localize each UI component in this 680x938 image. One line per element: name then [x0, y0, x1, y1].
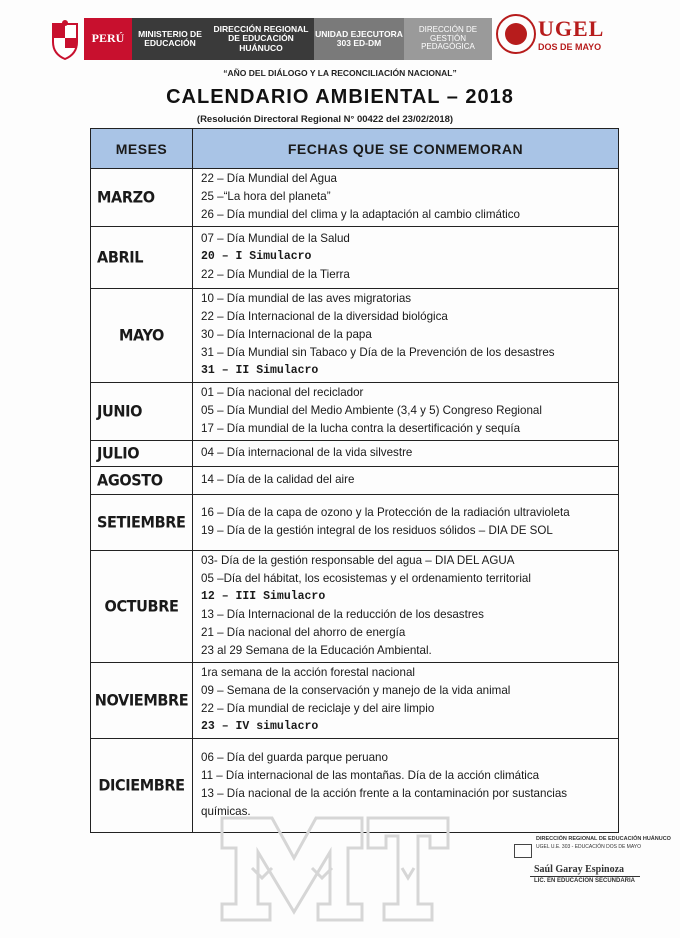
commemoration-item: 25 –“La hora del planeta” — [201, 190, 331, 203]
commemoration-item: 22 – Día Mundial del Agua — [201, 172, 337, 185]
month-cell: DICIEMBRE — [91, 734, 193, 837]
commemoration-item: 03- Día de la gestión responsable del agua – DIA DEL AGUA — [201, 554, 515, 567]
mt-watermark-logo — [212, 808, 456, 926]
dates-cell — [193, 551, 619, 663]
signature-line — [530, 876, 640, 877]
environmental-calendar-table — [90, 128, 619, 833]
dates-cell — [193, 289, 619, 383]
commemoration-item: 17 – Día mundial de la lucha contra la desertificación y sequía — [201, 422, 521, 435]
commemoration-item: 04 – Día internacional de la vida silvestre — [201, 446, 413, 459]
signatory-name: Saúl Garay Espinoza — [534, 864, 625, 875]
dates-cell — [193, 467, 619, 495]
ministry-label: MINISTERIO DE EDUCACIÓN — [132, 18, 208, 60]
resolution-reference: (Resolución Directoral Regional N° 00422 del 23/02/2018) — [196, 114, 454, 125]
year-motto: “AÑO DEL DIÁLOGO Y LA RECONCILIACIÓN NACIONAL” — [223, 68, 457, 78]
table-row — [91, 441, 619, 467]
commemoration-item: 14 – Día de la calidad del aire — [201, 473, 355, 486]
table-row — [91, 467, 619, 495]
ugel-subtitle: DOS DE MAYO — [538, 42, 602, 52]
commemoration-item: 31 – II Simulacro — [201, 364, 319, 377]
commemoration-item: 16 – Día de la capa de ozono y la Protección de la radiación ultravioleta — [201, 506, 570, 519]
column-header-months: MESES — [91, 129, 193, 169]
ugel-stamp-logo-icon — [514, 844, 532, 858]
page-title: CALENDARIO AMBIENTAL – 2018 — [166, 86, 514, 108]
commemoration-item: 1ra semana de la acción forestal nacional — [201, 666, 415, 679]
pedagogic-management-label: DIRECCIÓN DE GESTIÓN PEDAGÓGICA — [404, 18, 492, 60]
commemoration-item: 30 – Día Internacional de la papa — [201, 328, 372, 341]
month-cell: OCTUBRE — [91, 545, 193, 668]
commemoration-item: 01 – Día nacional del reciclador — [201, 386, 364, 399]
commemoration-item: 22 – Día Internacional de la diversidad biológica — [201, 310, 448, 323]
signatory-role: LIC. EN EDUCACIÓN SECUNDARIA — [534, 878, 636, 884]
commemoration-item: 21 – Día nacional del ahorro de energía — [201, 626, 406, 639]
commemoration-item: 06 – Día del guarda parque peruano — [201, 751, 388, 764]
ugel-logo-text: UGEL — [538, 16, 605, 41]
commemoration-item: 09 – Semana de la conservación y manejo de la vida animal — [201, 684, 511, 697]
month-cell: JULIO — [91, 439, 193, 468]
table-row — [91, 169, 619, 227]
table-row — [91, 663, 619, 739]
column-header-dates: FECHAS QUE SE CONMEMORAN — [193, 129, 619, 169]
month-cell: JUNIO — [91, 380, 193, 444]
dates-cell — [193, 169, 619, 227]
commemoration-item: 26 – Día mundial del clima y la adaptación al cambio climático — [201, 208, 520, 221]
official-stamp — [510, 836, 671, 896]
table-body — [91, 169, 619, 833]
month-cell: MARZO — [91, 166, 193, 230]
dates-cell — [193, 441, 619, 467]
dates-cell — [193, 383, 619, 441]
executing-unit-label: UNIDAD EJECUTORA 303 ED-DM — [314, 18, 404, 60]
commemoration-item: 13 – Día Internacional de la reducción de los desastres — [201, 608, 484, 621]
coat-of-arms-icon — [50, 20, 80, 60]
ugel-seal-icon — [496, 14, 536, 54]
commemoration-item: 22 – Día Mundial de la Tierra — [201, 268, 350, 281]
commemoration-item: 13 – Día nacional de la acción frente a la contaminación por sustancias químicas. — [201, 787, 568, 818]
month-cell: ABRIL — [91, 223, 193, 291]
commemoration-item: 20 – I Simulacro — [201, 250, 312, 263]
commemoration-item: 10 – Día mundial de las aves migratorias — [201, 292, 412, 305]
commemoration-item: 23 – IV simulacro — [201, 720, 319, 733]
commemoration-item: 05 –Día del hábitat, los ecosistemas y el ordenamiento territorial — [201, 572, 531, 585]
regional-direction-label: DIRECCIÓN REGIONAL DE EDUCACIÓN HUÁNUCO — [208, 18, 314, 60]
header-banner — [50, 12, 650, 68]
stamp-line-1: DIRECCIÓN REGIONAL DE EDUCACIÓN HUÁNUCO — [536, 836, 671, 842]
peru-label: PERÚ — [84, 18, 132, 60]
dates-cell — [193, 663, 619, 739]
commemoration-item: 07 – Día Mundial de la Salud — [201, 232, 350, 245]
commemoration-item: 23 al 29 Semana de la Educación Ambiental. — [201, 644, 432, 657]
month-cell: SETIEMBRE — [91, 492, 193, 554]
commemoration-item: 31 – Día Mundial sin Tabaco y Día de la Prevención de los desastres — [201, 346, 555, 359]
commemoration-item: 11 – Día internacional de las montañas. Día de la acción climática — [201, 769, 540, 782]
dates-cell — [193, 495, 619, 551]
month-cell: MAYO — [91, 284, 193, 387]
table-row — [91, 383, 619, 441]
table-row — [91, 551, 619, 663]
table-row — [91, 227, 619, 289]
commemoration-item: 05 – Día Mundial del Medio Ambiente (3,4 y 5) Congreso Regional — [201, 404, 542, 417]
commemoration-item: 19 – Día de la gestión integral de los residuos sólidos – DIA DE SOL — [201, 524, 553, 537]
table-row — [91, 289, 619, 383]
commemoration-item: 22 – Día mundial de reciclaje y del aire limpio — [201, 702, 435, 715]
dates-cell — [193, 227, 619, 289]
month-cell: NOVIEMBRE — [91, 659, 193, 743]
table-row — [91, 495, 619, 551]
stamp-line-2: UGEL U.E. 303 - EDUCACIÓN DOS DE MAYO — [536, 844, 642, 850]
month-cell: AGOSTO — [91, 465, 193, 496]
table-header-row — [91, 129, 619, 169]
commemoration-item: 12 – III Simulacro — [201, 590, 326, 603]
